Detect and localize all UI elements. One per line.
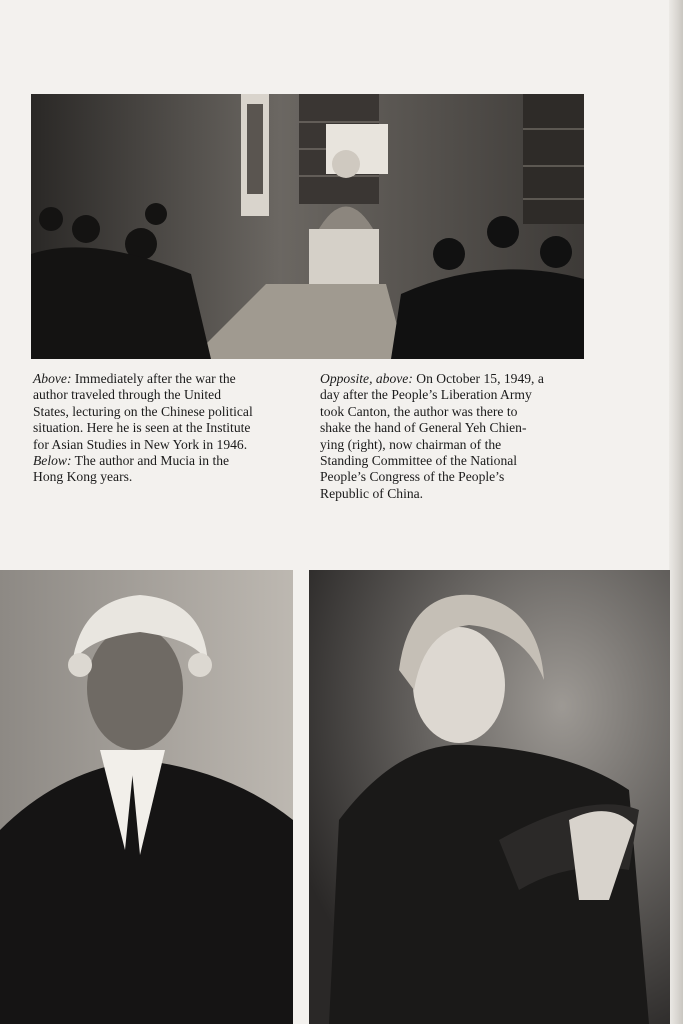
photo-author-barrister-portrait xyxy=(0,570,293,1024)
caption-above-label: Above: xyxy=(33,371,72,386)
caption-line: People’s Congress of the People’s xyxy=(320,469,505,485)
caption-line: On October 15, 1949, a xyxy=(416,371,544,386)
caption-line: ying (right), now chairman of the xyxy=(320,436,502,452)
caption-line: situation. Here he is seen at the Institute xyxy=(33,420,251,436)
caption-line: Hong Kong years. xyxy=(33,469,133,485)
photo-mucia-portrait xyxy=(309,570,670,1024)
caption-right xyxy=(320,371,576,502)
caption-line: Standing Committee of the National xyxy=(320,453,518,469)
caption-line: The author and Mucia in the xyxy=(74,453,230,469)
photo-lecture-institute-asian-studies xyxy=(31,94,584,359)
caption-line: day after the People’s Liberation Army xyxy=(320,387,532,403)
caption-line: for Asian Studies in New York in 1946. xyxy=(33,436,248,452)
caption-left xyxy=(33,371,297,486)
caption-line: shake the hand of General Yeh Chien- xyxy=(320,420,527,436)
caption-line: Republic of China. xyxy=(320,485,424,501)
page-edge xyxy=(669,0,683,1024)
caption-line: States, lecturing on the Chinese political xyxy=(33,403,253,419)
caption-line: author traveled through the United xyxy=(33,387,221,403)
caption-opposite-label: Opposite, above: xyxy=(320,371,413,386)
caption-line: took Canton, the author was there to xyxy=(320,403,518,419)
caption-line: Immediately after the war the xyxy=(74,371,236,386)
caption-below-label: Below: xyxy=(33,453,72,469)
